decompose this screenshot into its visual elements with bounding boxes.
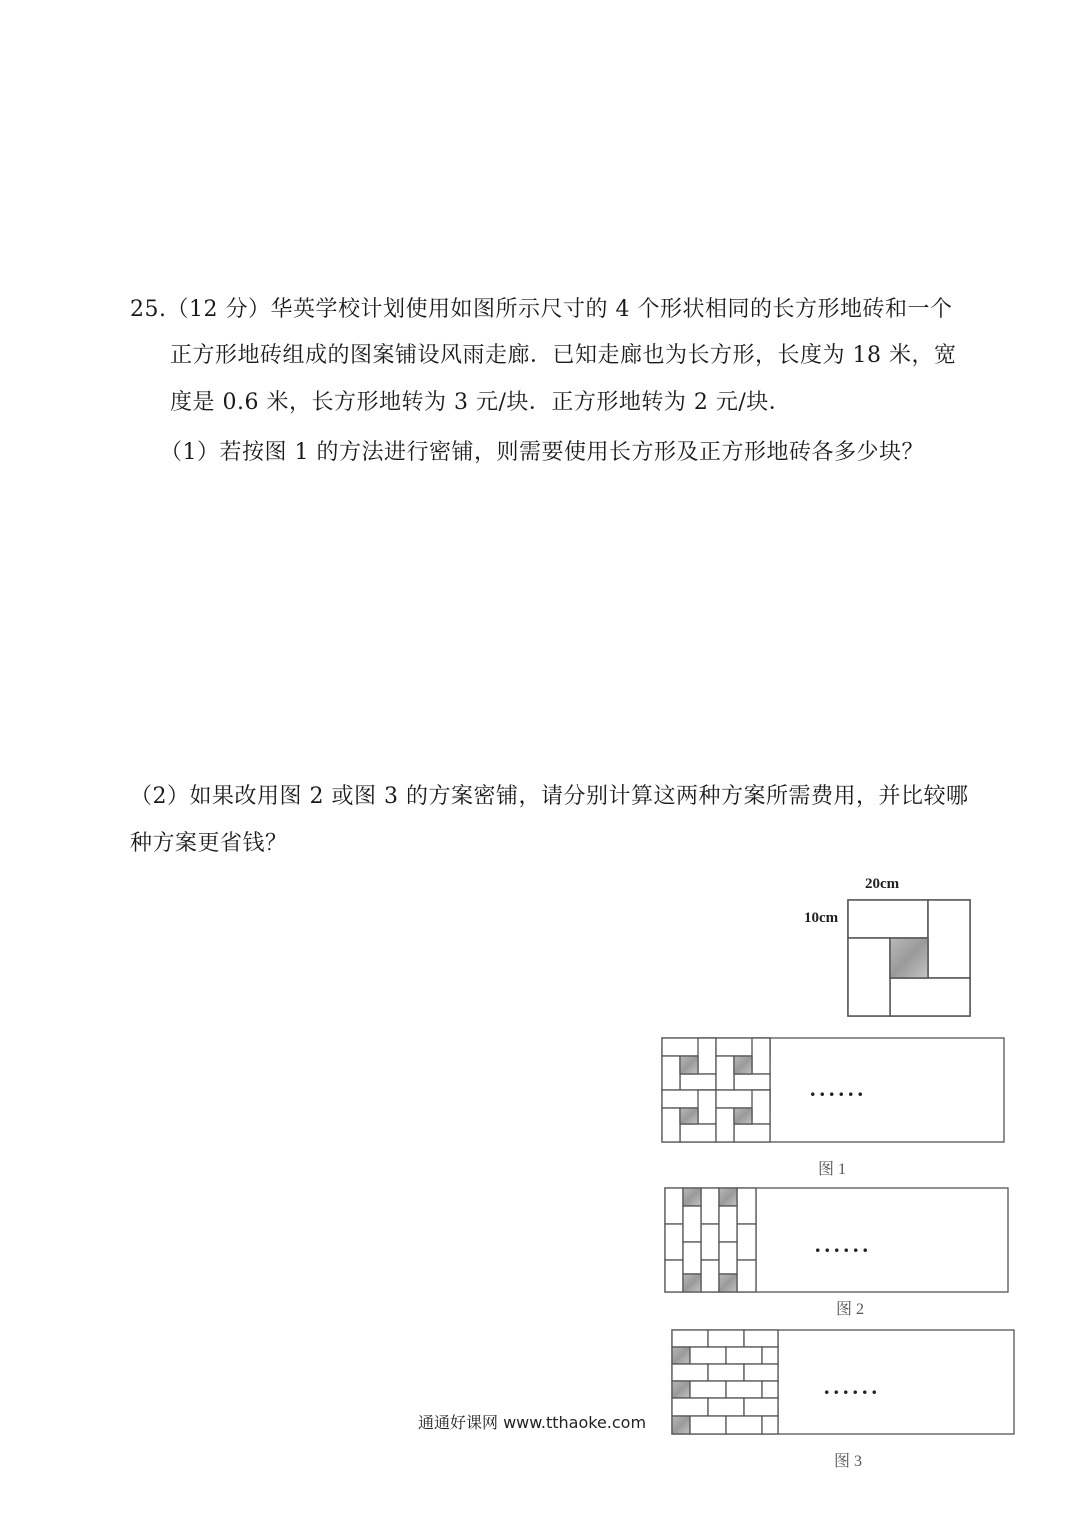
question-part-1: （1）若按图 1 的方法进行密铺，则需要使用长方形及正方形地砖各多少块？: [160, 440, 924, 465]
unit-rect-right: [928, 900, 970, 978]
figure-1-caption: 图 1: [818, 1161, 847, 1178]
unit-rect-left: [848, 938, 890, 1016]
unit-rect-bottom: [890, 978, 970, 1016]
question-part-2-line-1: （2）如果改用图 2 或图 3 的方案密铺，请分别计算这两种方案所需费用，并比较哪: [130, 784, 969, 809]
figure-3-ellipsis: ......: [824, 1374, 881, 1399]
question-part-2-line-2: 种方案更省钱？: [130, 831, 288, 856]
figure-2-ellipsis: ......: [815, 1232, 872, 1257]
figure-1-ellipsis: ......: [810, 1076, 867, 1101]
figure-3-caption: 图 3: [834, 1453, 863, 1470]
unit-rect-top: [848, 900, 928, 938]
unit-square-shaded: [890, 938, 928, 978]
question-line-2: 正方形地砖组成的图案铺设风雨走廊．已知走廊也为长方形，长度为 18 米，宽: [170, 343, 957, 368]
question-line-1: 25.（12 分）华英学校计划使用如图所示尺寸的 4 个形状相同的长方形地砖和一个: [130, 297, 953, 322]
unit-height-label: 10cm: [804, 910, 839, 926]
footer-watermark: 通通好课网 www.tthaoke.com: [418, 1413, 647, 1432]
figure-2-caption: 图 2: [836, 1301, 865, 1318]
unit-tile-pattern: [848, 900, 970, 1016]
unit-width-label: 20cm: [865, 876, 900, 892]
question-line-3: 度是 0.6 米，长方形地转为 3 元/块．正方形地转为 2 元/块．: [170, 390, 792, 415]
